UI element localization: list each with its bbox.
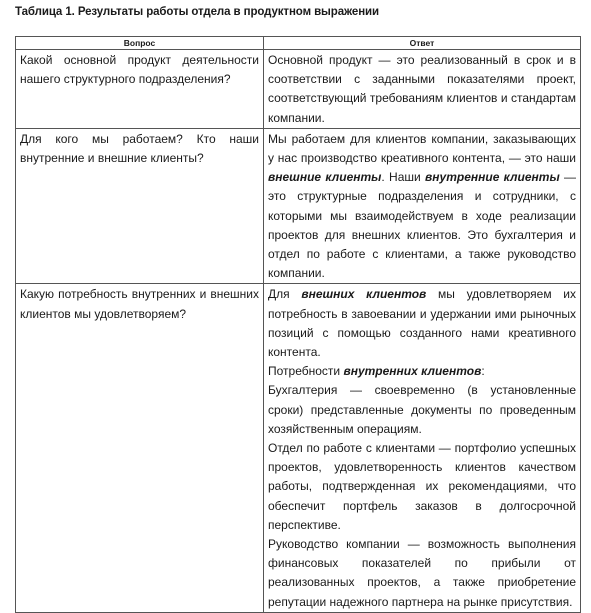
header-answer: Ответ bbox=[264, 37, 581, 50]
question-text: Для кого мы работаем? Кто наши внутренние и внешние клиенты? bbox=[20, 131, 259, 166]
emphasis-internal-clients: внутренние клиенты bbox=[425, 170, 560, 185]
answer-text: Основной продукт — это реализованный в срок и в соответствии с заданными показателями проект, соответствующий требованиям клиентов и стандартам компании. bbox=[268, 53, 576, 125]
emphasis-internal-clients: внутренних клиентов bbox=[343, 364, 482, 379]
question-cell bbox=[16, 284, 264, 612]
table-caption: Таблица 1. Результаты работы отдела в продуктном выражении bbox=[15, 6, 379, 18]
answer-paragraph: Отдел по работе с клиентами — портфолио успешных проектов, удовлетворенность клиентов качеством работы, подтвержденная их рекомендациями, что обеспечит портфель заказов в долгосрочной перспективе. bbox=[268, 441, 576, 532]
question-cell bbox=[16, 50, 264, 129]
table-row bbox=[16, 128, 581, 284]
table-header-row bbox=[16, 37, 581, 50]
header-question: Вопрос bbox=[16, 37, 264, 50]
question-text: Какую потребность внутренних и внешних клиентов мы удовлетворяем? bbox=[20, 287, 259, 321]
table-row bbox=[16, 284, 581, 612]
answer-text: Мы работаем для клиентов компании, заказывающих у нас производство креативного контента, — это наши внешние клиенты. Наши внутренние клиенты — это структурные подразделения и сотрудники, с которыми мы взаимодействуем в ходе реализации проектов для внешних клиентов. Это бухгалтерия и отдел по работе с клиентами, а также руководство компании. bbox=[268, 131, 577, 281]
answer-cell bbox=[264, 284, 581, 612]
results-table bbox=[15, 36, 581, 613]
question-text: Какой основной продукт деятельности нашего структурного подразделения? bbox=[20, 53, 259, 87]
emphasis-external-clients: внешних клиентов bbox=[301, 287, 427, 302]
answer-paragraph: Для внешних клиентов мы удовлетворяем их потребность в завоевании и удержании ими рыночных позиций с помощью созданного нами креативного контента. bbox=[268, 287, 576, 360]
question-cell bbox=[16, 128, 264, 284]
answer-paragraph: Бухгалтерия — своевременно (в установленные сроки) представленные документы по проведенным хозяйственным операциям. bbox=[268, 383, 576, 436]
answer-cell bbox=[264, 50, 581, 129]
table-row bbox=[16, 50, 581, 129]
answer-paragraph: Потребности внутренних клиентов: bbox=[268, 364, 485, 379]
answer-cell bbox=[264, 128, 581, 284]
emphasis-external-clients: внешние клиенты bbox=[268, 170, 382, 185]
answer-paragraph: Руководство компании — возможность выполнения финансовых показателей по прибыли от реализованных проектов, а также приобретение репутации надежного партнера на рынке присутствия. bbox=[268, 537, 576, 609]
